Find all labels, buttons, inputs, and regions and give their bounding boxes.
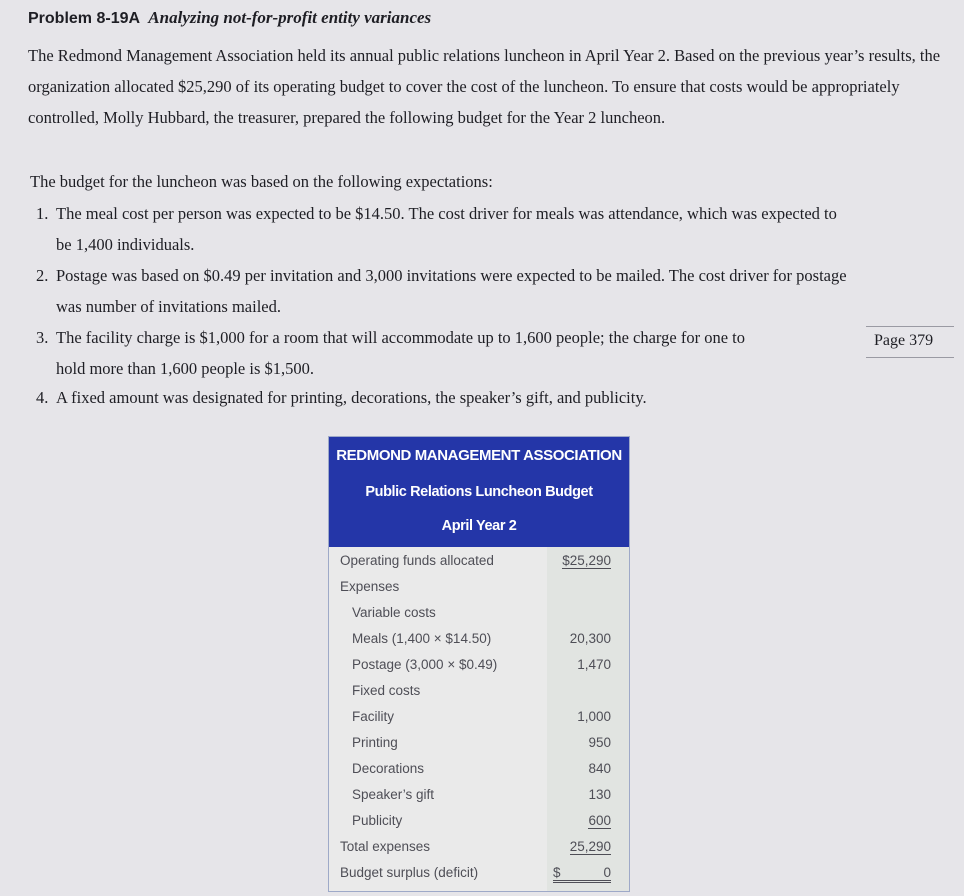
item-text-continued: be 1,400 individuals.	[56, 235, 195, 254]
row-label: Budget surplus (deficit)	[340, 865, 479, 880]
row-label: Fixed costs	[352, 683, 421, 698]
budget-row	[329, 601, 629, 626]
row-label: Postage (3,000 × $0.49)	[352, 657, 498, 672]
item-number: 1.	[36, 204, 49, 223]
item-number: 3.	[36, 328, 49, 347]
budget-row	[329, 731, 629, 756]
item-text-continued: was number of invitations mailed.	[56, 297, 281, 316]
budget-row	[329, 575, 629, 600]
expectation-item-4	[36, 382, 948, 413]
budget-title: Public Relations Luncheon Budget	[365, 484, 593, 500]
row-amount: 1,000	[577, 709, 611, 724]
row-amount: 25,290	[569, 839, 611, 854]
row-amount: 840	[588, 761, 611, 776]
budget-header	[329, 437, 629, 547]
budget-row	[329, 861, 629, 886]
row-amount: 20,300	[569, 631, 611, 646]
currency-symbol: $	[553, 865, 561, 880]
intro-paragraph: The Redmond Management Association held its annual public relations luncheon in April Year 2. Based on the previous year’s results, the organization allocated $25,290 of its operating budget to cover the cost of the luncheon. To ensure that costs would be appropriately controlled, Molly Hubbard, the treasurer, prepared the following budget for the Year 2 luncheon.	[28, 46, 941, 127]
expectation-item-3	[36, 322, 836, 384]
expectations-label: The budget for the luncheon was based on the following expectations:	[30, 172, 493, 191]
row-label: Printing	[352, 735, 398, 750]
row-label: Speaker’s gift	[352, 787, 435, 802]
budget-row	[329, 757, 629, 782]
item-text: The facility charge is $1,000 for a room that will accommodate up to 1,600 people; the charge for one to	[56, 328, 745, 347]
row-label: Total expenses	[340, 839, 431, 854]
item-text: The meal cost per person was expected to be $14.50. The cost driver for meals was attendance, which was expected to	[56, 204, 837, 223]
expectation-item-2	[36, 260, 948, 322]
problem-heading	[28, 8, 431, 28]
item-text-continued: hold more than 1,600 people is $1,500.	[56, 359, 315, 378]
row-amount: 600	[588, 813, 611, 828]
problem-title: Analyzing not-for-profit entity variances	[148, 8, 432, 27]
item-text: Postage was based on $0.49 per invitation and 3,000 invitations were expected to be mailed. The cost driver for postage	[56, 266, 847, 285]
row-label: Meals (1,400 × $14.50)	[352, 631, 492, 646]
row-amount: 1,470	[577, 657, 611, 672]
row-amount: 130	[588, 787, 611, 802]
budget-row	[329, 783, 629, 808]
row-label: Decorations	[352, 761, 425, 776]
budget-row	[329, 679, 629, 704]
budget-row	[329, 705, 629, 730]
budget-row	[329, 835, 629, 860]
budget-table	[328, 436, 630, 892]
budget-row	[329, 653, 629, 678]
item-text: A fixed amount was designated for printing, decorations, the speaker’s gift, and publicity.	[56, 388, 647, 407]
row-label: Variable costs	[352, 605, 436, 620]
budget-org-name: REDMOND MANAGEMENT ASSOCIATION	[336, 447, 622, 464]
row-label: Expenses	[340, 579, 400, 594]
row-label: Facility	[352, 709, 395, 724]
row-amount: $25,290	[562, 553, 611, 568]
item-number: 2.	[36, 266, 49, 285]
page-reference: Page 379	[866, 326, 954, 358]
budget-row	[329, 809, 629, 834]
item-number: 4.	[36, 388, 49, 407]
row-amount: 950	[588, 735, 611, 750]
budget-row	[329, 627, 629, 652]
row-label: Publicity	[352, 813, 403, 828]
row-label: Operating funds allocated	[340, 553, 494, 568]
budget-row	[329, 549, 629, 574]
row-amount: 0	[603, 865, 611, 880]
problem-code: Problem 8-19A	[28, 10, 141, 27]
expectation-item-1	[36, 198, 948, 260]
budget-period: April Year 2	[441, 518, 517, 534]
